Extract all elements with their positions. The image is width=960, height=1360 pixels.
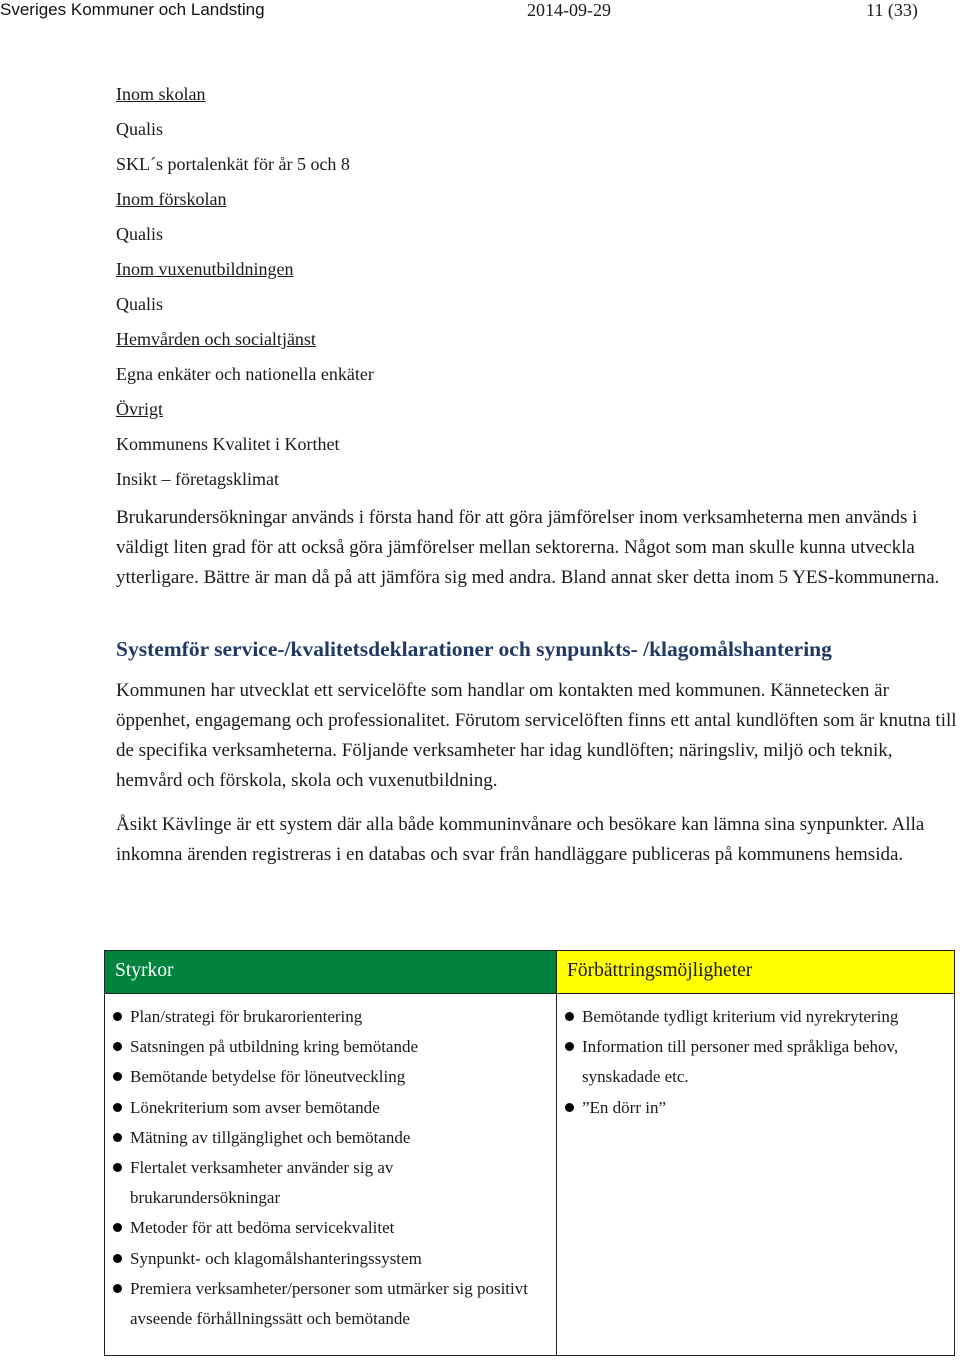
list-item: Premiera verksamheter/personer som utmärker sig positivt avseende förhållningssätt och bemötande	[112, 1274, 542, 1334]
improvements-cell	[557, 994, 954, 1355]
list-item: Information till personer med språkliga behov, synskadade etc.	[564, 1032, 944, 1092]
list-item: Satsningen på utbildning kring bemötande	[112, 1032, 542, 1062]
list-item: Qualis	[116, 294, 163, 314]
header-page-number: 11 (33)	[866, 0, 918, 20]
list-item: Qualis	[116, 119, 163, 139]
link-inom-forskolan[interactable]: Inom förskolan	[116, 189, 227, 209]
paragraph-asikt-kavlinge: Åsikt Kävlinge är ett system där alla både kommuninvånare och besökare kan lämna sina synpunkter. Alla inkomna ärenden registreras i en databas och svar från handläggare publiceras på kommunens hemsida.	[116, 814, 925, 865]
paragraph-brukarundersokningar: Brukarundersökningar används i första hand för att göra jämförelser inom verksamheterna men används i väldigt liten grad för att också göra jämförelser mellan sektorerna. Något som man skulle kunna utveckla ytterligare. Bättre är man då på att jämföra sig med andra. Bland annat sker detta inom 5 YES-kommunerna.	[116, 507, 940, 588]
bullet-icon	[113, 1072, 122, 1081]
list-item: ”En dörr in”	[564, 1093, 944, 1123]
bullet-icon	[113, 1163, 122, 1172]
link-ovrigt[interactable]: Övrigt	[116, 399, 163, 419]
improvements-header	[557, 951, 954, 994]
bullet-icon	[113, 1042, 122, 1051]
bullet-icon	[113, 1223, 122, 1232]
list-item: Flertalet verksamheter använder sig av brukarundersökningar	[112, 1153, 542, 1213]
strengths-cell	[105, 994, 557, 1355]
list-item: Synpunkt- och klagomålshanteringssystem	[112, 1244, 542, 1274]
link-inom-skolan[interactable]: Inom skolan	[116, 84, 206, 104]
bullet-icon	[565, 1012, 574, 1021]
bullet-icon	[113, 1012, 122, 1021]
bullet-icon	[113, 1254, 122, 1263]
list-item: Egna enkäter och nationella enkäter	[116, 364, 374, 384]
list-item: Bemötande betydelse för löneutveckling	[112, 1062, 542, 1092]
bullet-icon	[113, 1284, 122, 1293]
bullet-icon	[113, 1103, 122, 1112]
list-item: Lönekriterium som avser bemötande	[112, 1093, 542, 1123]
list-item: Kommunens Kvalitet i Korthet	[116, 434, 340, 454]
link-hemvarden[interactable]: Hemvården och socialtjänst	[116, 329, 316, 349]
strengths-list	[112, 1002, 542, 1334]
improvements-header-label: Förbättringsmöjligheter	[567, 960, 753, 981]
list-item: Metoder för att bedöma servicekvalitet	[112, 1213, 542, 1243]
swot-table	[104, 950, 955, 1356]
list-item: Bemötande tydligt kriterium vid nyrekrytering	[564, 1002, 944, 1032]
page-header	[0, 0, 960, 26]
survey-list	[116, 77, 374, 497]
link-inom-vuxenutbildningen[interactable]: Inom vuxenutbildningen	[116, 259, 294, 279]
list-item: Qualis	[116, 224, 163, 244]
section-heading: Systemför service-/kvalitetsdeklarationer och synpunkts- /klagomålshantering	[116, 637, 832, 661]
list-item: SKL´s portalenkät för år 5 och 8	[116, 154, 350, 174]
bullet-icon	[565, 1103, 574, 1112]
list-item: Plan/strategi för brukarorientering	[112, 1002, 542, 1032]
header-date: 2014-09-29	[527, 0, 611, 20]
list-item: Mätning av tillgänglighet och bemötande	[112, 1123, 542, 1153]
strengths-header-label: Styrkor	[115, 960, 174, 981]
bullet-icon	[565, 1042, 574, 1051]
paragraph-servicelofte: Kommunen har utvecklat ett servicelöfte som handlar om kontakten med kommunen. Kännetecken är öppenhet, engagemang och professionalitet. Förutom servicelöften finns ett antal kundlöften som är knutna till de specifika verksamheterna. Följande verksamheter har idag kundlöften; näringsliv, miljö och teknik, hemvård och förskola, skola och vuxenutbildning.	[116, 680, 957, 791]
bullet-icon	[113, 1133, 122, 1142]
strengths-header	[105, 951, 557, 994]
list-item: Insikt – företagsklimat	[116, 469, 279, 489]
header-organization: Sveriges Kommuner och Landsting	[0, 0, 265, 19]
improvements-list	[564, 1002, 944, 1123]
